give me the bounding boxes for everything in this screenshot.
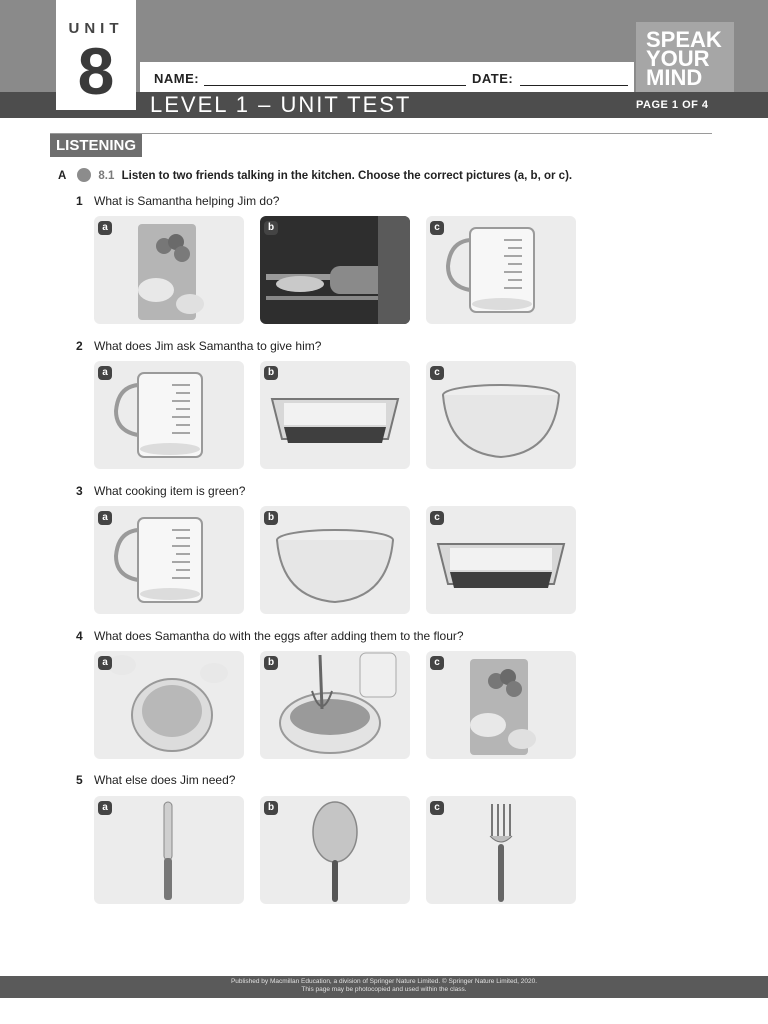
option-2-b[interactable]: [260, 361, 410, 469]
question-number: 5: [76, 773, 83, 787]
option-label: a: [98, 511, 112, 525]
oven-icon: [260, 216, 410, 324]
question-text: What else does Jim need?: [94, 773, 236, 787]
option-label: c: [430, 801, 444, 815]
question-text: What cooking item is green?: [94, 484, 246, 498]
question-text: What does Jim ask Samantha to give him?: [94, 339, 322, 353]
logo-line-1: SPEAK: [646, 27, 722, 52]
question-number: 2: [76, 339, 83, 353]
option-1-c[interactable]: [426, 216, 576, 324]
name-label: NAME:: [154, 71, 200, 86]
option-label: a: [98, 221, 112, 235]
question-number: 1: [76, 194, 83, 208]
option-label: c: [430, 221, 444, 235]
question-text: What is Samantha helping Jim do?: [94, 194, 280, 208]
name-date-strip: [140, 62, 634, 92]
option-label: b: [264, 366, 278, 380]
question-number: 4: [76, 629, 83, 643]
option-4-a[interactable]: [94, 651, 244, 759]
option-label: c: [430, 366, 444, 380]
option-3-a[interactable]: [94, 506, 244, 614]
audio-speaker-icon[interactable]: [77, 168, 91, 182]
option-label: a: [98, 366, 112, 380]
option-label: a: [98, 656, 112, 670]
question-2: [76, 339, 321, 353]
question-number: 3: [76, 484, 83, 498]
name-field[interactable]: [204, 85, 466, 86]
option-1-a[interactable]: [94, 216, 244, 324]
baking-dish-icon: [426, 506, 576, 614]
date-field[interactable]: [520, 85, 628, 86]
option-label: c: [430, 511, 444, 525]
glass-bowl-icon: [426, 361, 576, 469]
baking-dish-icon: [260, 361, 410, 469]
measuring-jug-icon: [426, 216, 576, 324]
glass-bowl-icon: [260, 506, 410, 614]
section-heading: LISTENING: [50, 134, 142, 157]
option-2-a[interactable]: [94, 361, 244, 469]
exercise-letter: A: [58, 170, 67, 182]
footer-copyright: Published by Macmillan Education, a division of Springer Nature Limited. © Springer Nature Limited, 2020.: [230, 978, 538, 985]
cutting-board-icon: [94, 216, 244, 324]
exercise-instruction: [58, 168, 572, 182]
question-3: [76, 484, 245, 498]
page-title: LEVEL 1 – UNIT TEST: [150, 92, 412, 117]
option-label: b: [264, 221, 278, 235]
cutting-board-icon: [426, 651, 576, 759]
option-2-c[interactable]: [426, 361, 576, 469]
date-label: DATE:: [472, 71, 514, 86]
page-indicator: PAGE 1 OF 4: [636, 99, 709, 111]
question-1: [76, 194, 279, 208]
logo-line-3: MIND: [646, 65, 703, 90]
option-label: c: [430, 656, 444, 670]
unit-number: 8: [77, 34, 115, 108]
question-5: [76, 773, 235, 787]
option-4-b[interactable]: [260, 651, 410, 759]
option-1-b[interactable]: [260, 216, 410, 324]
measuring-jug-icon: [94, 506, 244, 614]
measuring-jug-icon: [94, 361, 244, 469]
option-label: a: [98, 801, 112, 815]
audio-track-number: 8.1: [98, 170, 115, 182]
logo-line-2: YOUR: [646, 46, 710, 71]
option-5-c[interactable]: [426, 796, 576, 904]
question-4: [76, 629, 464, 643]
option-label: b: [264, 801, 278, 815]
option-label: b: [264, 511, 278, 525]
footer-permission: This page may be photocopied and used within the class.: [301, 986, 467, 993]
option-5-a[interactable]: [94, 796, 244, 904]
instruction-text: Listen to two friends talking in the kitchen. Choose the correct pictures (a, b, or c).: [121, 170, 573, 182]
section-divider: [50, 133, 712, 134]
unit-word: UNIT: [68, 20, 124, 37]
fork-icon: [426, 796, 576, 904]
question-text: What does Samantha do with the eggs after adding them to the flour?: [94, 629, 464, 643]
spoon-icon: [260, 796, 410, 904]
option-5-b[interactable]: [260, 796, 410, 904]
option-3-c[interactable]: [426, 506, 576, 614]
unit-badge: [56, 0, 136, 110]
option-label: b: [264, 656, 278, 670]
whisk-bowl-icon: [260, 651, 410, 759]
speak-your-mind-logo: [636, 22, 734, 92]
footer: [0, 976, 768, 998]
knife-icon: [94, 796, 244, 904]
option-4-c[interactable]: [426, 651, 576, 759]
mixing-bowl-hands-icon: [94, 651, 244, 759]
option-3-b[interactable]: [260, 506, 410, 614]
